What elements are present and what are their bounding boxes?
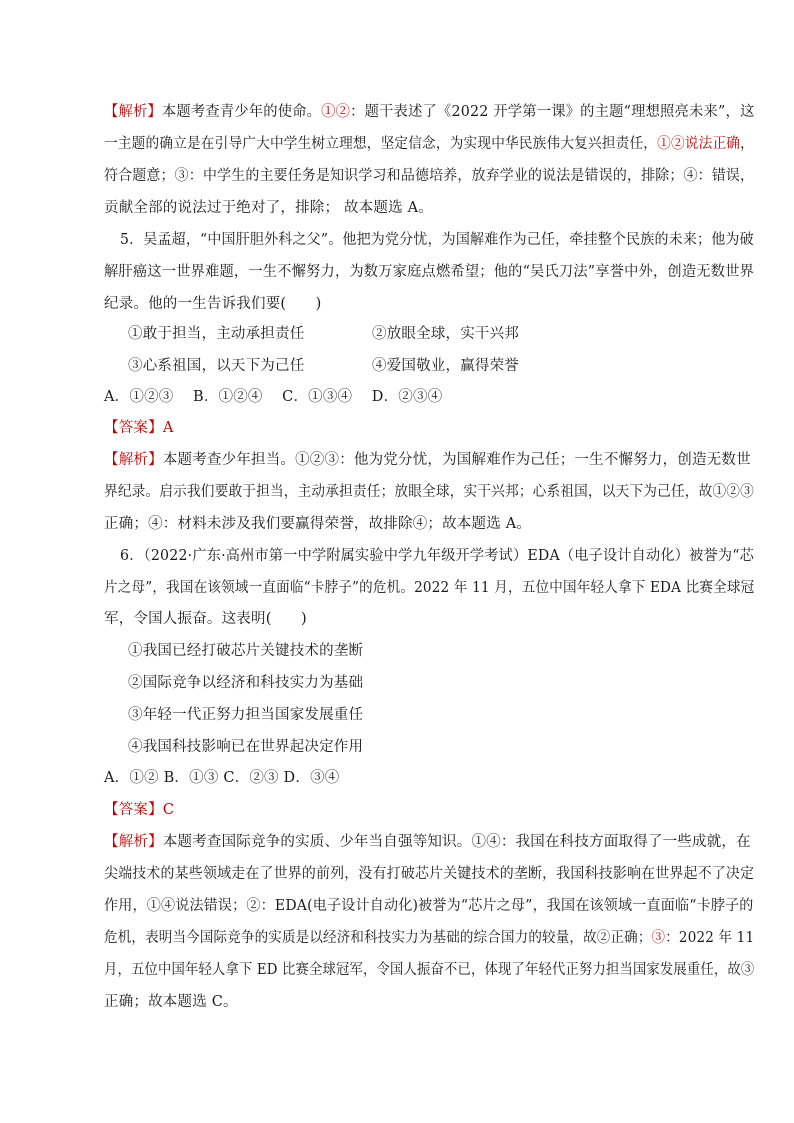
q5-option-4: ④爱国敬业，赢得荣誉 [372,358,519,374]
q5-choices: A．①②③ B．①②④ C．①③④ D．②③④ [104,389,443,405]
q6-option-3: ③年轻一代正努力担当国家发展重任 [128,707,364,723]
q6-analysis-line-2: 尖端技术的某些领域走在了世界的前列，没有打破芯片关键技术的垄断，我国科技影响在世界起不了决定 [104,866,755,882]
q5-option-3: ③心系祖国，以天下为己任 [128,358,305,374]
analysis-label: 【解析】 [104,104,162,120]
q6-analysis-line-1: 【解析】本题考查国际竞争的实质、少年当自强等知识。①④：我国在科技方面取得了一些成就，在 [104,834,751,850]
q4-analysis-line-1: 【解析】本题考查青少年的使命。①②：题干表述了《2022 开学第一课》的主题“理想照亮未来”，这 [104,104,755,120]
q6-option-1: ①我国已经打破芯片关键技术的垄断 [128,643,364,659]
q5-stem-line-3: 纪录。他的一生告诉我们要( ) [104,296,322,312]
q6-option-2: ②国际竞争以经济和科技实力为基础 [128,675,364,691]
q4-analysis-line-2: 一主题的确立是在引导广大中学生树立理想，坚定信念，为实现中华民族伟大复兴担责任，①②说法正确， [104,136,754,152]
q6-stem-line-3: 军，令国人振奋。这表明( ) [104,611,307,627]
q6-answer [104,800,174,820]
analysis-label: 【解析】 [104,452,163,468]
q5-stem-line-1: 5．吴孟超，“中国肝胆外科之父”。他把为党分忧，为国解难作为己任，牵挂整个民族的未来；他为破 [120,232,754,248]
q6-analysis-line-4: 危机，表明当今国际竞争的实质是以经济和科技实力为基础的综合国力的较量，故②正确；③：2022 年 11 [104,930,755,946]
answer-label: 【答案】 [104,802,163,818]
q5-option-2: ②放眼全球，实干兴邦 [372,326,519,342]
q5-answer [104,418,173,438]
q6-analysis-line-6: 正确；故本题选 C。 [104,994,238,1010]
q6-stem-line-1: 6．（2022·广东·高州市第一中学附属实验中学九年级开学考试）EDA（电子设计自动化）被誉为“芯 [120,548,755,564]
answer-value: C [162,802,175,818]
q6-stem-line-2: 片之母”，我国在该领域一直面临“卡脖子”的危机。2022 年 11 月，五位中国年轻人拿下 EDA 比赛全球冠 [104,580,755,596]
q5-stem-line-2: 解肝癌这一世界难题，一生不懈努力，为数万家庭点燃希望；他的“吴氏刀法”享誉中外，创造无数世界 [104,264,755,280]
q5-option-1: ①敢于担当，主动承担责任 [128,326,305,342]
q6-analysis-line-5: 月，五位中国年轻人拿下 ED 比赛全球冠军，令国人振奋不已，体现了年轻代正努力担当国家发展重任，故③ [104,962,755,978]
q6-option-4: ④我国科技影响已在世界起决定作用 [128,739,364,755]
q4-analysis-line-3: 符合题意；③：中学生的主要任务是知识学习和品德培养，放弃学业的说法是错误的，排除；④：错误， [104,168,755,184]
q5-analysis-line-1: 【解析】本题考查少年担当。①②③：他为党分忧，为国解难作为己任；一生不懈努力，创造无数世 [104,452,751,468]
q4-analysis-line-4: 贡献全部的说法过于绝对了，排除； 故本题选 A。 [104,200,433,216]
q5-analysis-line-2: 界纪录。启示我们要敢于担当，主动承担责任；放眼全球，实干兴邦；心系祖国，以天下为己任，故①②③ [104,484,754,500]
answer-label: 【答案】 [104,420,163,436]
q6-choices: A．①② B．①③ C．②③ D．③④ [104,770,340,786]
q5-analysis-line-3: 正确；④：材料未涉及我们要赢得荣誉，故排除④；故本题选 A。 [104,516,532,532]
analysis-label: 【解析】 [104,834,163,850]
answer-value: A [162,420,174,436]
q6-analysis-line-3: 作用，①④说法错误；②：EDA(电子设计自动化)被誉为“芯片之母”，我国在该领域一直面临“卡脖子的 [104,898,754,914]
